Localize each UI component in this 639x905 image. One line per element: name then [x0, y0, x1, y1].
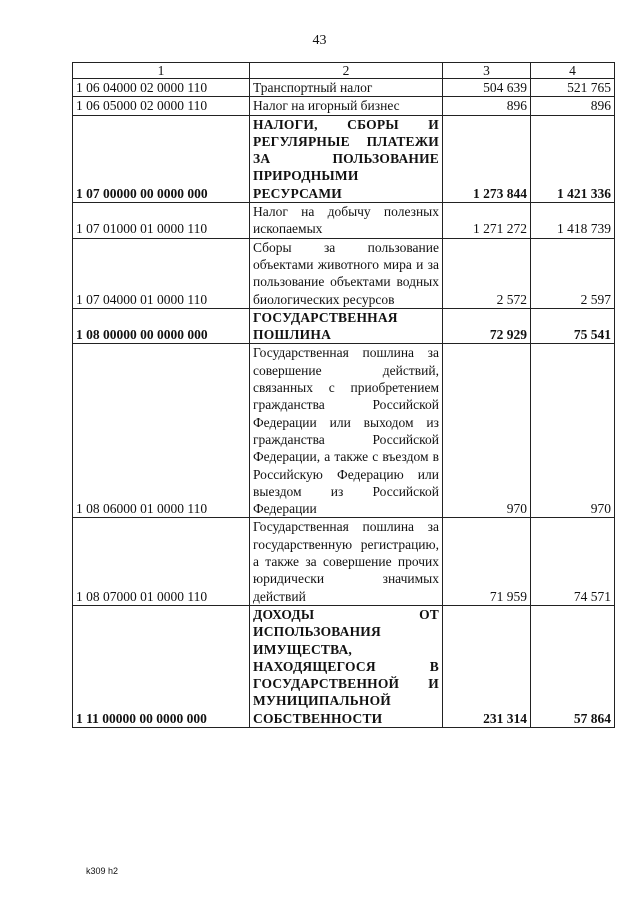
item-name: Транспортный налог [250, 79, 443, 97]
budget-code: 1 07 01000 01 0000 110 [73, 203, 250, 239]
table-row [73, 97, 615, 115]
budget-code: 1 08 07000 01 0000 110 [73, 518, 250, 605]
footer-code: k309 h2 [86, 866, 119, 876]
table-row-section [73, 605, 615, 727]
table-row [73, 344, 615, 518]
value-col3: 231 314 [443, 605, 531, 727]
value-col3: 71 959 [443, 518, 531, 605]
table-row [73, 238, 615, 308]
value-col4: 1 421 336 [531, 115, 615, 202]
budget-code: 1 06 04000 02 0000 110 [73, 79, 250, 97]
budget-code: 1 11 00000 00 0000 000 [73, 605, 250, 727]
budget-code: 1 08 06000 01 0000 110 [73, 344, 250, 518]
column-header: 3 [443, 63, 531, 79]
value-col4: 2 597 [531, 238, 615, 308]
value-col3: 72 929 [443, 308, 531, 344]
budget-code: 1 08 00000 00 0000 000 [73, 308, 250, 344]
item-name: Государственная пошлина за государственную регистрацию, а также за совершение прочих юридически значимых действий [250, 518, 443, 605]
page-number: 43 [312, 33, 327, 48]
table-row-section [73, 115, 615, 202]
column-header: 1 [73, 63, 250, 79]
value-col4: 896 [531, 97, 615, 115]
budget-table [72, 62, 615, 728]
item-name: Налог на добычу полезных ископаемых [250, 203, 443, 239]
budget-code: 1 07 00000 00 0000 000 [73, 115, 250, 202]
column-header: 2 [250, 63, 443, 79]
table-header-row [73, 63, 615, 79]
column-header: 4 [531, 63, 615, 79]
value-col4: 1 418 739 [531, 203, 615, 239]
item-name: Сборы за пользование объектами животного мира и за пользование объектами водных биологических ресурсов [250, 238, 443, 308]
value-col3: 896 [443, 97, 531, 115]
table-row-section [73, 308, 615, 344]
item-name: ГОСУДАРСТВЕННАЯ ПОШЛИНА [250, 308, 443, 344]
item-name: Государственная пошлина за совершение действий, связанных с приобретением гражданства Российской Федерации или выходом из гражданства Российской Федерации, а также с въездом в Российскую Федерацию или выездом из Российской Федерации [250, 344, 443, 518]
value-col4: 521 765 [531, 79, 615, 97]
value-col3: 1 273 844 [443, 115, 531, 202]
item-name: Налог на игорный бизнес [250, 97, 443, 115]
value-col3: 504 639 [443, 79, 531, 97]
value-col4: 74 571 [531, 518, 615, 605]
item-name: ДОХОДЫ ОТ ИСПОЛЬЗОВАНИЯ ИМУЩЕСТВА, НАХОДЯЩЕГОСЯ В ГОСУДАРСТВЕННОЙ И МУНИЦИПАЛЬНОЙ СОБСТВЕННОСТИ [250, 605, 443, 727]
value-col3: 1 271 272 [443, 203, 531, 239]
item-name: НАЛОГИ, СБОРЫ И РЕГУЛЯРНЫЕ ПЛАТЕЖИ ЗА ПОЛЬЗОВАНИЕ ПРИРОДНЫМИ РЕСУРСАМИ [250, 115, 443, 202]
value-col4: 57 864 [531, 605, 615, 727]
value-col3: 2 572 [443, 238, 531, 308]
table-row [73, 203, 615, 239]
budget-code: 1 06 05000 02 0000 110 [73, 97, 250, 115]
budget-code: 1 07 04000 01 0000 110 [73, 238, 250, 308]
table-row [73, 518, 615, 605]
value-col4: 970 [531, 344, 615, 518]
value-col3: 970 [443, 344, 531, 518]
value-col4: 75 541 [531, 308, 615, 344]
table-row [73, 79, 615, 97]
